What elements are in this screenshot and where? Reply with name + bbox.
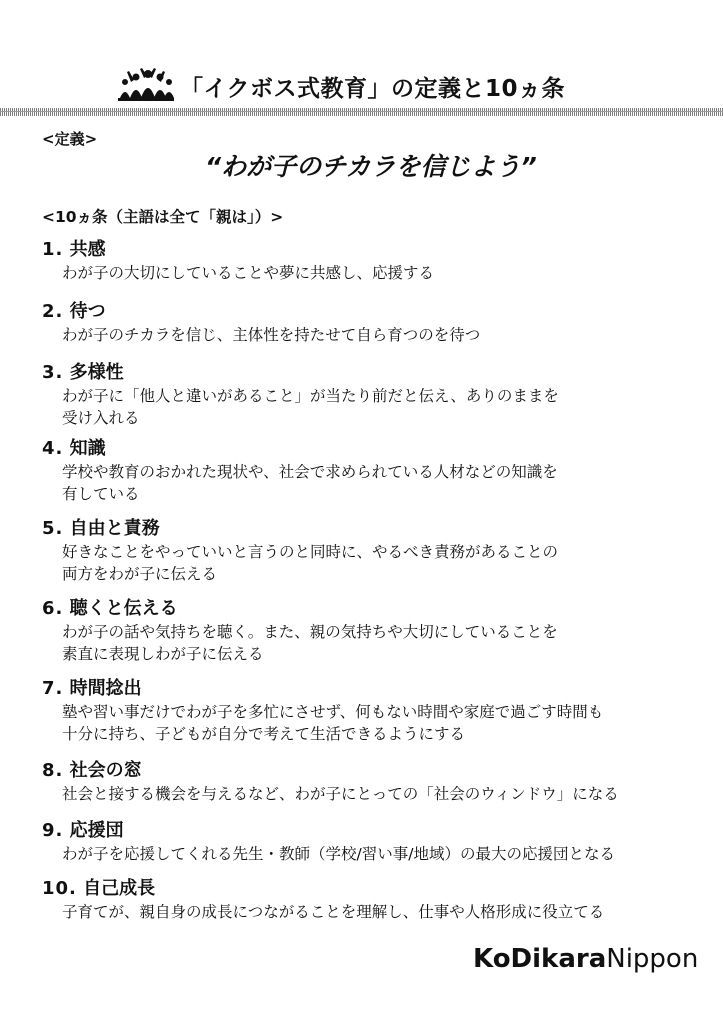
- article-number: 6.: [42, 598, 64, 619]
- definition-heading: <定義>: [42, 130, 98, 148]
- article-number: 2.: [42, 301, 64, 322]
- article-item: [42, 877, 604, 923]
- article-item: [42, 819, 615, 865]
- article-body-line: わが子のチカラを信じ、主体性を持たせて自ら育つのを待つ: [62, 326, 481, 344]
- brand-logo-bold: KoDikara: [473, 944, 607, 974]
- article-number: 8.: [42, 760, 64, 781]
- article-title-text: 待つ: [69, 301, 106, 322]
- article-number: 10.: [42, 878, 77, 899]
- article-title-text: 社会の窓: [69, 760, 142, 781]
- article-item: [42, 437, 558, 505]
- article-item: [42, 238, 434, 284]
- article-title: [42, 819, 615, 843]
- article-body-line: わが子に「他人と違いがあること」が当たり前だと伝え、ありのままを: [62, 387, 559, 405]
- article-title: [42, 361, 559, 385]
- article-number: 9.: [42, 820, 64, 841]
- article-title-text: 応援団: [69, 820, 124, 841]
- article-title-text: 知識: [69, 438, 106, 459]
- brand-logo: [473, 944, 698, 974]
- article-title: [42, 877, 604, 901]
- article-body-line: わが子を応援してくれる先生・教師（学校/習い事/地域）の最大の応援団となる: [62, 845, 615, 863]
- article-title-text: 多様性: [69, 362, 124, 383]
- article-body-line: わが子の話や気持ちを聴く。また、親の気持ちや大切にしていることを: [62, 623, 558, 641]
- article-number: 5.: [42, 518, 64, 539]
- article-body-line: 塾や習い事だけでわが子を多忙にさせず、何もない時間や家庭で過ごす時間も: [62, 703, 604, 721]
- article-body-line: 好きなことをやっていいと言うのと同時に、やるべき責務があることの: [62, 543, 559, 561]
- article-title: [42, 300, 480, 324]
- article-body-line: 素直に表現しわが子に伝える: [62, 645, 264, 663]
- article-number: 1.: [42, 239, 64, 260]
- article-body-line: 社会と接する機会を与えるなど、わが子にとっての「社会のウィンドウ」になる: [62, 785, 619, 803]
- article-body-line: 両方をわが子に伝える: [62, 565, 218, 583]
- article-title: [42, 759, 619, 783]
- article-title: [42, 517, 558, 541]
- article-body-line: 子育てが、親自身の成長につながることを理解し、仕事や人格形成に役立てる: [62, 903, 605, 921]
- article-body-line: 受け入れる: [62, 409, 140, 427]
- article-number: 7.: [42, 678, 64, 699]
- article-body-line: 学校や教育のおかれた現状や、社会で求められている人材などの知識を: [62, 463, 558, 481]
- article-item: [42, 677, 603, 745]
- article-title: [42, 437, 558, 461]
- page-title: 「イクボス式教育」の定義と10ヵ条: [180, 76, 566, 102]
- article-number: 4.: [42, 438, 64, 459]
- article-item: [42, 517, 558, 585]
- brand-logo-light: Nippon: [606, 944, 699, 974]
- article-body-line: わが子の大切にしていることや夢に共感し、応援する: [62, 264, 435, 282]
- people-group-icon: [117, 68, 175, 102]
- article-title-text: 共感: [69, 239, 106, 260]
- definition-text: “わが子のチカラを信じよう”: [205, 152, 537, 181]
- article-item: [42, 361, 559, 429]
- article-number: 3.: [42, 362, 64, 383]
- article-title-text: 聴くと伝える: [69, 598, 178, 619]
- article-body-line: 有している: [62, 485, 140, 503]
- article-title-text: 自己成長: [83, 878, 156, 899]
- header: [0, 62, 723, 106]
- article-body-line: 十分に持ち、子どもが自分で考えて生活できるようにする: [62, 725, 466, 743]
- article-title: [42, 238, 434, 262]
- header-divider: [0, 108, 723, 116]
- article-title: [42, 597, 558, 621]
- article-title: [42, 677, 603, 701]
- article-item: [42, 597, 558, 665]
- articles-heading: <10ヵ条（主語は全て「親は」）>: [42, 208, 284, 226]
- article-title-text: 自由と責務: [69, 518, 160, 539]
- article-item: [42, 759, 619, 805]
- article-title-text: 時間捻出: [69, 678, 142, 699]
- article-item: [42, 300, 480, 346]
